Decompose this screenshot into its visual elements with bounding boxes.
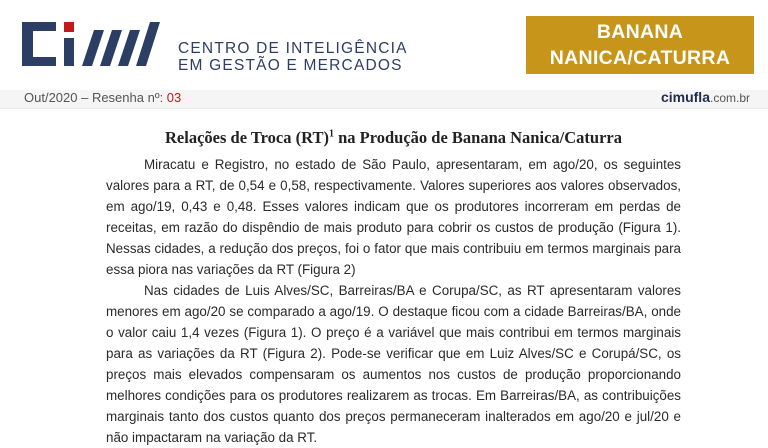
site-link[interactable] <box>661 89 750 105</box>
paragraph-1: Miracatu e Registro, no estado de São Paulo, apresentaram, em ago/20, os seguintes valores para a RT, de 0,54 e 0,58, respectivamente. Valores superiores aos valores observados, em ago/19, 0,43 e 0,48. Esses valores indicam que os produtores incorreram em perdas de receitas, em razão do dispêndio de mais produto para cobrir os custos de produção (Figura 1). Nessas cidades, a redução dos preços, foi o fator que mais contribuiu em termos marginais para essa piora nas variações da RT (Figura 2) <box>106 157 681 277</box>
title-main: Relações de Troca (RT) <box>165 128 329 147</box>
logo-line-2: EM GESTÃO E MERCADOS <box>178 57 403 74</box>
issue-text: Out/2020 – Resenha nº: <box>24 90 167 105</box>
page-header <box>0 0 768 90</box>
issue-info <box>24 90 181 105</box>
cim-logo-icon <box>22 18 170 70</box>
title-footnote-ref[interactable]: 1 <box>328 128 334 140</box>
logo-text <box>178 40 408 74</box>
article-title <box>106 128 681 148</box>
issue-number: 03 <box>166 90 182 105</box>
logo-line-1: CENTRO DE INTELIGÊNCIA <box>178 40 408 57</box>
product-badge <box>526 16 754 74</box>
site-name: cimufla <box>660 89 710 105</box>
title-suffix: na Produção de Banana Nanica/Caturra <box>333 128 622 147</box>
badge-line-1: BANANA <box>596 21 684 43</box>
issue-bar <box>0 90 768 109</box>
site-domain: .com.br <box>709 91 750 105</box>
paragraph-2: Nas cidades de Luis Alves/SC, Barreiras/BA e Corupa/SC, as RT apresentaram valores menores em ago/20 se comparado a ago/19. O destaque ficou com a cidade Barreiras/BA, onde o valor caiu 1,4 vezes (Figura 1). O preço é a variável que mais contribui em termos marginais para as variações da RT (Figura 2). Pode-se verificar que em Luiz Alves/SC e Corupá/SC, os preços mais elevados compensaram os aumentos nos custos de produção proporcionando melhores condições para os produtores realizarem as trocas. Em Barreiras/BA, as contribuições marginais tanto dos custos quanto dos preços permaneceram inalterados em ago/20 e jul/20 e não impactaram na variação da RT. <box>106 283 681 445</box>
badge-line-2: NANICA/CATURRA <box>549 47 731 69</box>
article <box>106 128 681 448</box>
